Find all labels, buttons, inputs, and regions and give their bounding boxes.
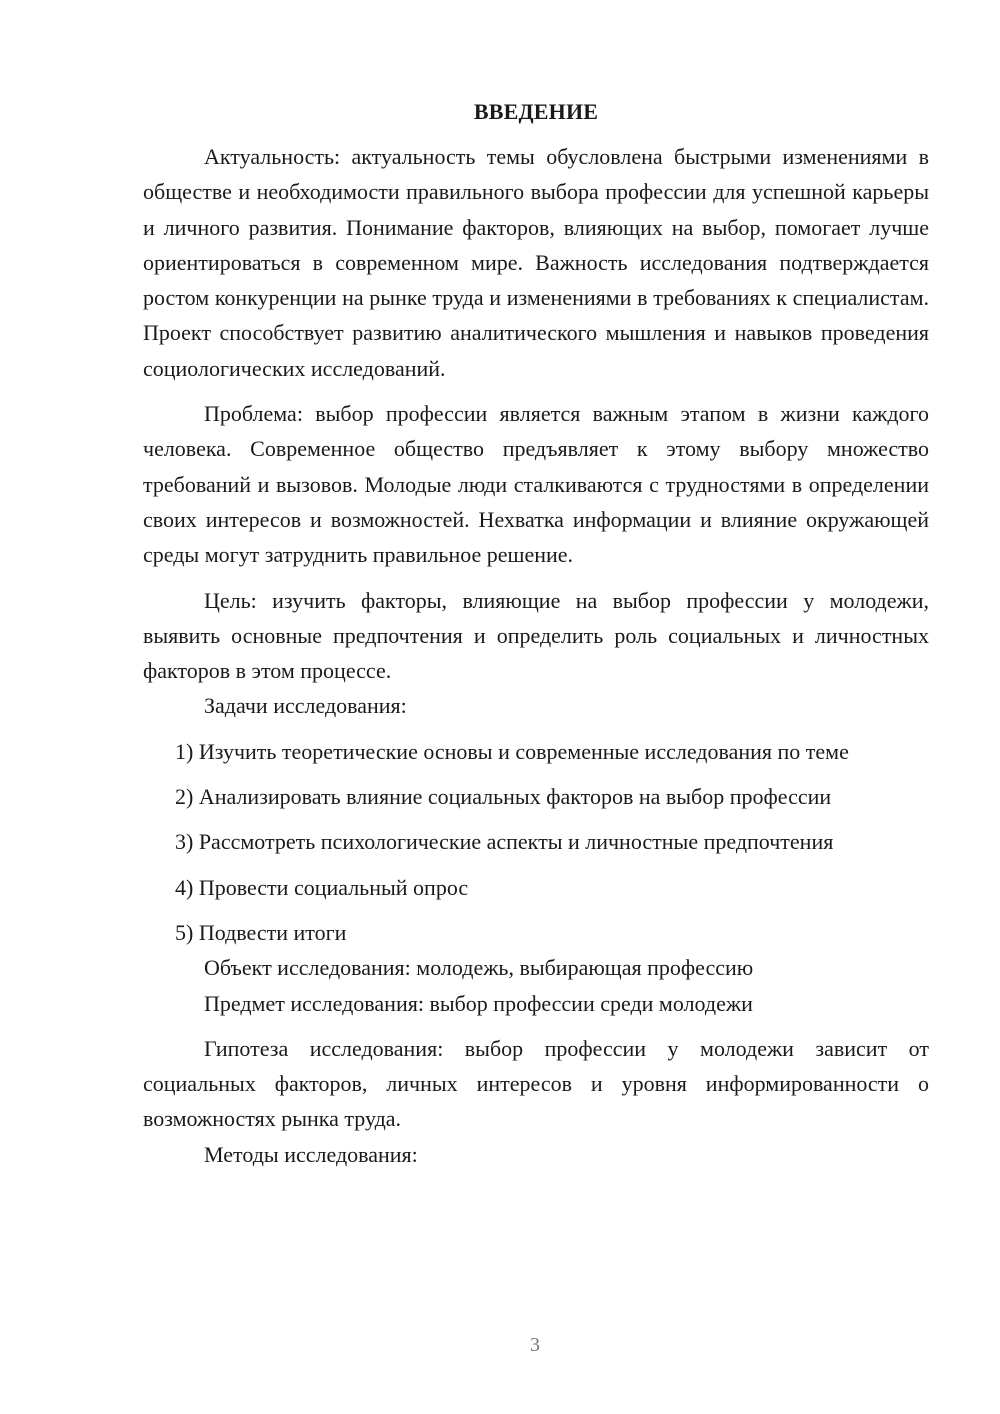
list-item: 3) Рассмотреть психологические аспекты и личностные предпочтения — [175, 829, 834, 855]
list-item: 4) Провести социальный опрос — [175, 874, 469, 900]
methods-heading: Методы исследования: — [204, 1141, 418, 1167]
tasks-heading: Задачи исследования: — [204, 693, 407, 719]
object-line: Объект исследования: молодежь, выбирающая профессию — [204, 955, 754, 981]
document-page — [143, 94, 929, 1172]
subject-line: Предмет исследования: выбор профессии среди молодежи — [204, 990, 753, 1016]
page-number: 3 — [530, 1334, 540, 1356]
list-item: 1) Изучить теоретические основы и современные исследования по теме — [175, 738, 849, 764]
problem-paragraph: Проблема: выбор профессии является важным этапом в жизни каждого человека. Современное общество предъявляет к этому выбору множество требований и вызовов. Молодые люди сталкиваются с трудностями в определении своих интересов и возможностей. Нехватка информации и влияние окружающей среды могут затруднить правильное решение. — [143, 401, 929, 568]
tasks-list — [143, 734, 929, 950]
goal-paragraph: Цель: изучить факторы, влияющие на выбор профессии у молодежи, выявить основные предпочтения и определить роль социальных и личностных факторов в этом процессе. — [143, 587, 929, 684]
page-title: ВВЕДЕНИЕ — [473, 99, 599, 124]
list-item: 5) Подвести итоги — [175, 919, 347, 945]
hypothesis-paragraph: Гипотеза исследования: выбор профессии у молодежи зависит от социальных факторов, личных интересов и уровня информированности о возможностях рынка труда. — [143, 1035, 929, 1132]
relevance-paragraph: Актуальность: актуальность темы обусловлена быстрыми изменениями в обществе и необходимости правильного выбора профессии для успешной карьеры и личного развития. Понимание факторов, влияющих на выбор, помогает лучше ориентироваться в современном мире. Важность исследования подтверждается ростом конкуренции на рынке труда и изменениями в требованиях к специалистам. Проект способствует развитию аналитического мышления и навыков проведения социологических исследований. — [143, 144, 929, 381]
list-item: 2) Анализировать влияние социальных факторов на выбор профессии — [175, 784, 832, 810]
